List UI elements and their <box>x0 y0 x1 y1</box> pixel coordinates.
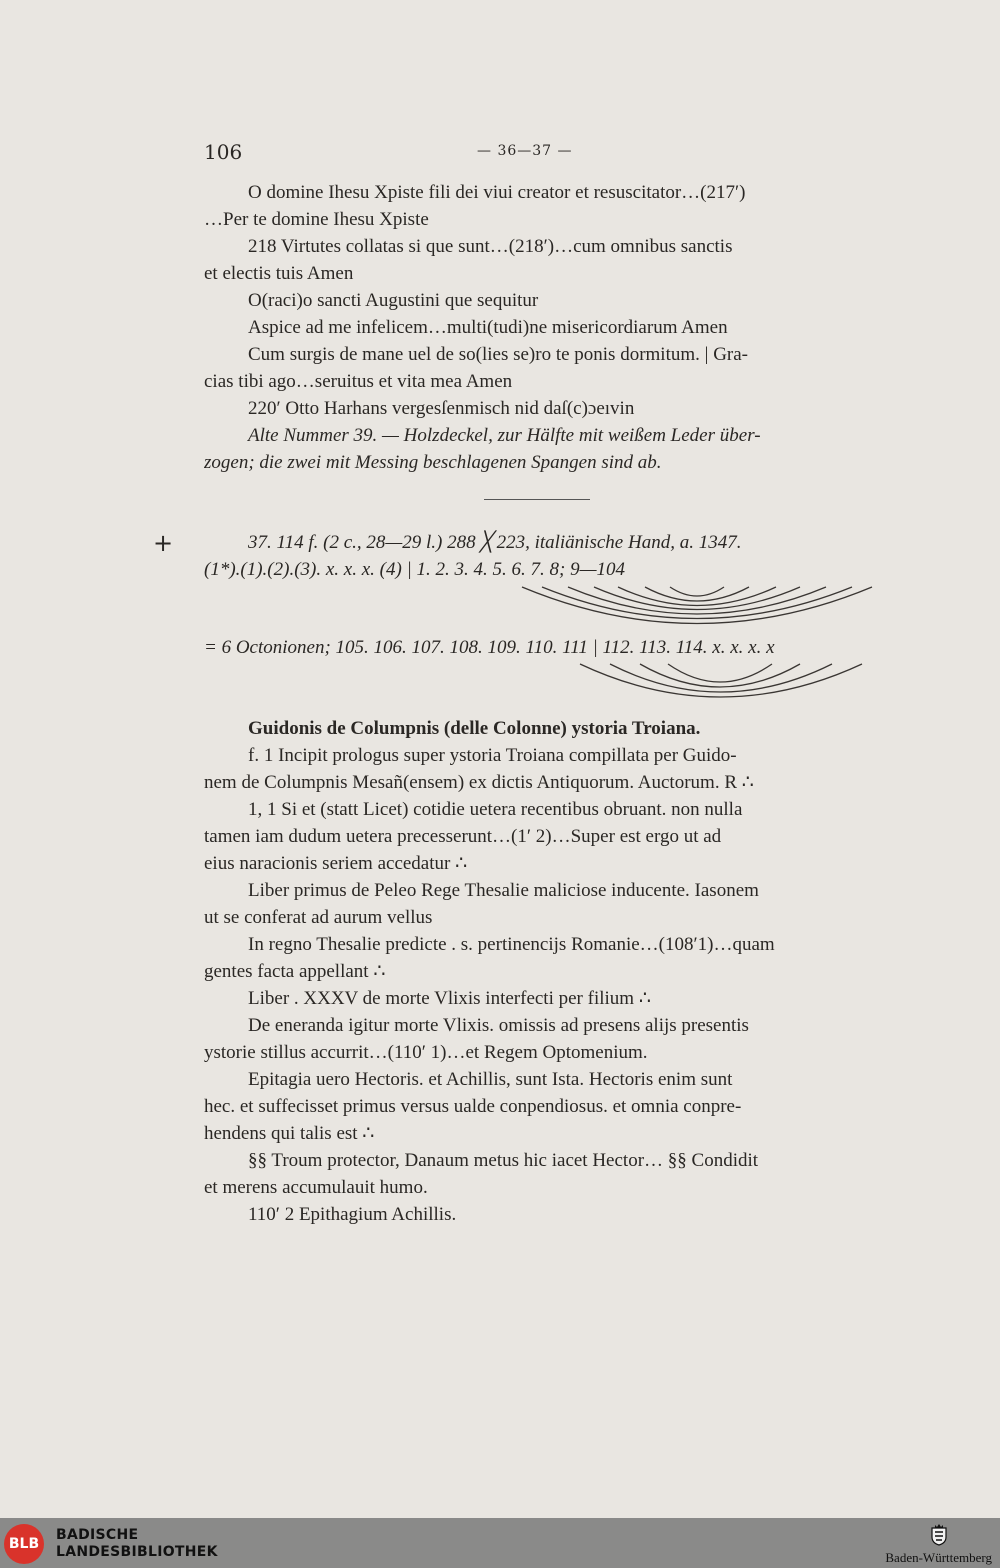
text-line: 1, 1 Si et (statt Licet) cotidie uetera recentibus obruant. non nulla <box>248 799 743 820</box>
library-name-line: BADISCHE <box>56 1527 139 1543</box>
entry-37-quires <box>204 634 872 661</box>
quire-arc <box>670 587 724 596</box>
text-line: 218 Virtutes collatas si que sunt…(218′)…cum omnibus sanctis <box>248 236 733 257</box>
text-line: hendens qui talis est ∴ <box>204 1123 375 1144</box>
text-line: cias tibi ago…seruitus et vita mea Amen <box>204 371 513 392</box>
quire-arc <box>610 664 832 692</box>
text-line: ystorie stillus accurrit…(110′ 1)…et Regem Optomenium. <box>204 1042 648 1063</box>
text-line: Aspice ad me infelicem…multi(tudi)ne misericordiarum Amen <box>248 317 728 338</box>
margin-plus-mark: + <box>153 529 174 557</box>
text-line: …Per te domine Ihesu Xpiste <box>204 209 429 230</box>
entry-range: — 36—37 — <box>477 143 573 159</box>
text-line: Liber . XXXV de morte Vlixis interfecti per filium ∴ <box>248 988 651 1009</box>
quire-formula: = 6 Octonionen; 105. 106. 107. 108. 109. 110. 111 | 112. 113. 114. x. x. x. x <box>204 637 775 658</box>
text-line: et merens accumulauit humo. <box>204 1177 428 1198</box>
text-line: §§ Troum protector, Danaum metus hic iacet Hector… §§ Condidit <box>248 1150 759 1171</box>
text-line: gentes facta appellant ∴ <box>204 961 386 982</box>
text-line: nem de Columpnis Mesañ(ensem) ex dictis Antiquorum. Auctorum. R ∴ <box>204 772 754 793</box>
entry-37-text <box>204 715 872 1228</box>
quire-formula: (1*).(1).(2).(3). x. x. x. (4) | 1. 2. 3. 4. 5. 6. 7. 8; 9—104 <box>204 559 626 580</box>
text-line: O(raci)o sancti Augustini que sequitur <box>248 290 539 311</box>
description-line: Alte Nummer 39. — Holzdeckel, zur Hälfte mit weißem Leder über- <box>248 425 761 446</box>
quire-arc <box>645 587 749 601</box>
coat-of-arms-icon <box>930 1522 948 1546</box>
text-line: f. 1 Incipit prologus super ystoria Troiana compillata per Guido- <box>248 745 737 766</box>
codex-description: 37. 114 f. (2 c., 28—29 l.) 288 ╳ 223, italiänische Hand, a. 1347. <box>248 532 742 553</box>
text-line: eius naracionis seriem accedatur ∴ <box>204 853 468 874</box>
text-line: 220′ Otto Harhans vergesſenmisch nid daſ(c)ɔeıvin <box>248 398 635 419</box>
text-line: Liber primus de Peleo Rege Thesalie maliciose inducente. Iasonem <box>248 880 759 901</box>
text-line: hec. et suffecisset primus versus ualde conpendiosus. et omnia conpre- <box>204 1096 742 1117</box>
text-line: Cum surgis de mane uel de so(lies se)ro te ponis dormitum. | Gra- <box>248 344 749 365</box>
text-line: 110′ 2 Epithagium Achillis. <box>248 1204 457 1225</box>
work-title: Guidonis de Columpnis (delle Colonne) ystoria Troiana. <box>248 718 701 739</box>
text-line: tamen iam dudum uetera precesserunt…(1′ 2)…Super est ergo ut ad <box>204 826 722 847</box>
quire-arc <box>640 664 800 687</box>
text-line: O domine Ihesu Xpiste fili dei viui creator et resuscitator…(217′) <box>248 182 746 203</box>
text-line: ut se conferat ad aurum vellus <box>204 907 433 928</box>
text-line: De eneranda igitur morte Vlixis. omissis ad presens alijs presentis <box>248 1015 749 1036</box>
page-number: 106 <box>204 140 243 164</box>
quire-arc <box>668 664 772 682</box>
region-name: Baden-Württemberg <box>885 1550 992 1565</box>
library-name <box>56 1527 218 1561</box>
library-name-line: LANDESBIBLIOTHEK <box>56 1544 218 1560</box>
text-line: In regno Thesalie predicte . s. pertinencijs Romanie…(108′1)…quam <box>248 934 775 955</box>
text-line: et electis tuis Amen <box>204 263 354 284</box>
description-line: zogen; die zwei mit Messing beschlagenen Spangen sind ab. <box>204 452 662 473</box>
text-line: Epitagia uero Hectoris. et Achillis, sunt Ista. Hectoris enim sunt <box>248 1069 733 1090</box>
blb-logo-icon[interactable]: BLB <box>4 1524 44 1564</box>
footer-bar <box>0 1518 1000 1568</box>
